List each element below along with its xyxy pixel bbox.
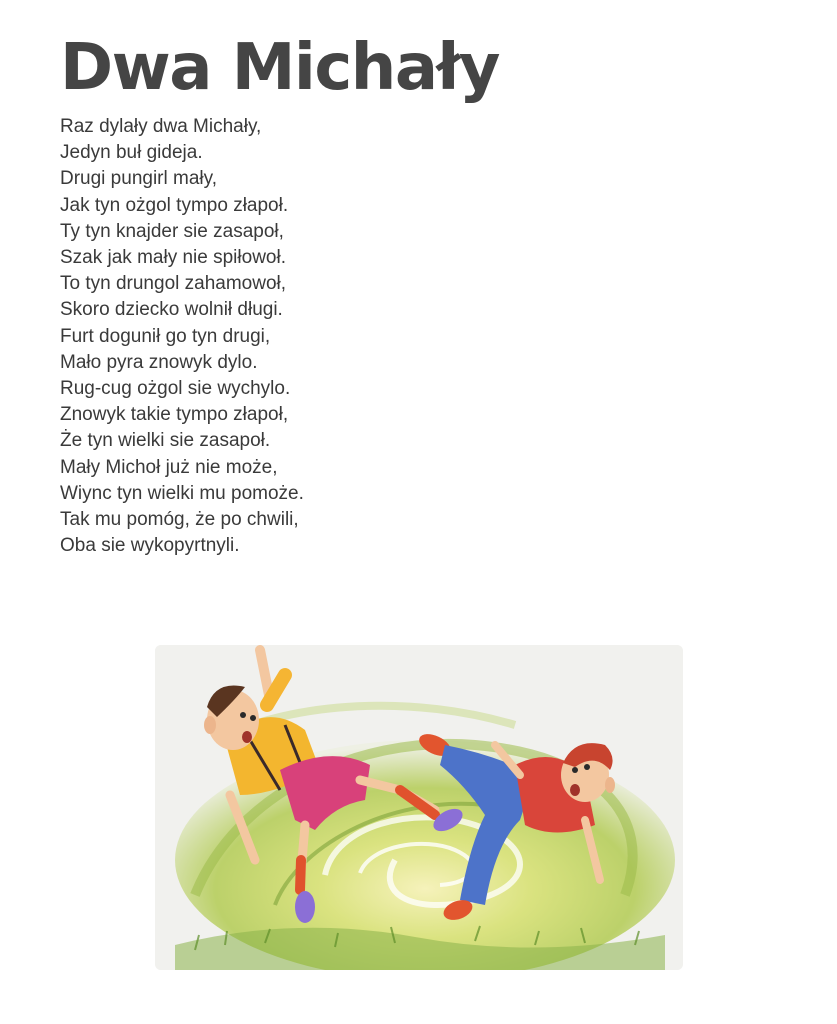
two-boys-tumbling-illustration: [155, 645, 683, 970]
poem-line: Oba sie wykopyrtnyli.: [60, 535, 240, 557]
poem-line: Rug-cug ożgol sie wychylo.: [60, 378, 291, 400]
poem-line: Raz dylały dwa Michały,: [60, 116, 262, 137]
illustration: [155, 645, 683, 970]
poem-line: Furt dogunił go tyn drugi,: [60, 325, 271, 347]
poem-text: [60, 114, 304, 559]
poem-line: Znowyk takie tympo złapoł,: [60, 404, 289, 426]
poem-line: Skoro dziecko wolnił długi.: [60, 299, 283, 321]
poem-line: Wiync tyn wielki mu pomoże.: [60, 482, 304, 504]
poem-line: Drugi pungirl mały,: [60, 168, 217, 190]
poem-line: Że tyn wielki sie zasapoł.: [60, 430, 271, 452]
poem-line: Tak mu pomóg, że po chwili,: [60, 509, 299, 531]
poem-line: Jak tyn ożgol tympo złapoł.: [60, 194, 289, 216]
poem-line: To tyn drungol zahamowoł,: [60, 273, 287, 295]
page-title: Dwa Michały: [60, 31, 499, 105]
poem-line: Szak jak mały nie spiłowoł.: [60, 247, 286, 269]
poem-line: Ty tyn knajder sie zasapoł,: [60, 220, 284, 242]
poem-line: Mało pyra znowyk dylo.: [60, 351, 258, 373]
poem-line: Mały Michoł już nie może,: [60, 456, 278, 478]
poem-line: Jedyn buł gideja.: [60, 142, 203, 164]
